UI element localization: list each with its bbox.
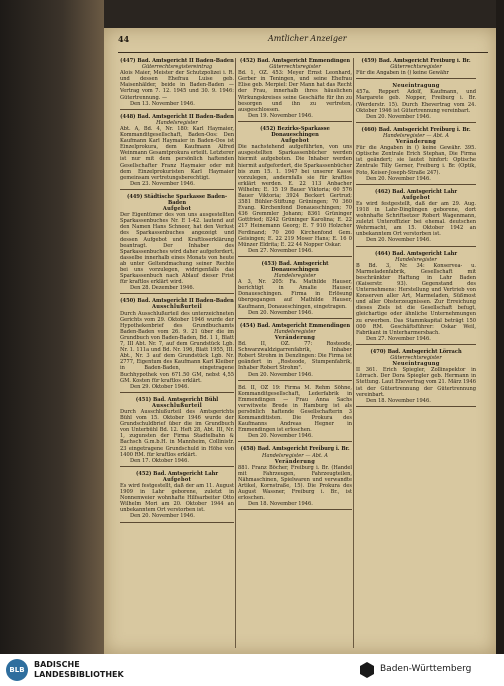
notice-heading: (453) Bad. Amtsgericht Donaueschingen: [261, 260, 329, 273]
library-name: [34, 660, 124, 680]
notice-separator: [356, 78, 476, 79]
notice-separator: [356, 406, 476, 407]
notice-register: Handelsregister: [274, 328, 316, 335]
notice-separator: [238, 318, 352, 319]
notice-heading: (462) Bad. Amtsgericht Lahr: [374, 188, 458, 195]
notice-entry: [120, 194, 234, 295]
notice-body: Für die Angaben in () keine Gewähr: [356, 70, 449, 77]
notice-body: Bd. II, OZ 19: Firma M. Rehm Söhne, Kommanditgesellschaft, Lederfabrik in Emmendingen — Frau Anna Sachs verwitwete Brede in Hamburg ist als persönlich haftende Gesellschafterin 3 Kommanditisten. Die Prokura des Kaufmanns Andreas Hegner in Emmendingen ist erloschen.: [238, 384, 352, 434]
notice-keyword: Veränderung: [395, 139, 437, 146]
notice-entry: [120, 397, 234, 467]
notice-separator: [356, 122, 476, 123]
header-rule: [118, 52, 488, 53]
notice-body: Für die Angaben in () keine Gewähr. 395. Optische Zentrale Erich Stephan, Die Firma ist geändert; sie lautet hinfort: Optische Zentrale Tilly Gerner, Freiburg i. Br. (Optik, Foto, Keiser-Joseph-Straße 247).: [356, 145, 476, 176]
notice-body: Es wird festgestellt, daß der am 11. August 1909 in Lahr geborene, zuletzt in Nonnenweier wohnhafte Hilfsarbeiter Otto Wilhelm Mori am 20. Oktober 1944 an unbekanntem Ort verstorben ist.: [120, 483, 234, 514]
notice-heading: (451) Bad. Amtsgericht Bühl: [135, 396, 219, 403]
notice-keyword: Aufgebot: [162, 206, 192, 213]
notice-register: Güterrechtsregister: [390, 64, 442, 71]
page-number: 44: [118, 34, 130, 44]
notice-heading: (459) Bad. Amtsgericht Freiburg i. Br.: [361, 58, 471, 64]
notice-date: Den 17. Oktober 1946.: [130, 457, 190, 464]
notice-body: Durch Ausschlußurteil des unterzeichneten Gerichts vom 29. Oktober 1946 wurde der Hypothekenbrief des Grundbuchamts Baden-Baden vom 26. 9. 21 über die im Grundbuch von Baden-Baden, Bd. 1 1, Blatt 7, III Abt. Nr. 7, auf dem Grundstück Lgb. Nr. 1. 111a und Bd. Nr. 196, Blatt 1955, III. Abt., Nr. 3 auf dem Grundstück Lgb. Nr. 2777, Eigentum des Kaufmann Karl Kleiber in Baden-Baden, eingetragene Buchhypothek von 671.50 GM, nebst 4,55 GM. Kosten für kraftlos erklärt.: [120, 310, 234, 384]
notice-date: Den 28. Dezember 1946.: [130, 285, 195, 292]
notice-body: II 361. Erich Spiegler, Zollinspektor in Lörrach. Der Dora Spiegler geb. Hermann in Stettung. Laut Ehevertrag vom 21. März 1946 ist der Gütertrennung der Gütertrennung vereinbart.: [356, 367, 476, 398]
notice-date: Den 20. November 1946.: [366, 113, 431, 120]
notice-separator: [238, 441, 352, 442]
library-name-line1: BADISCHE: [34, 660, 80, 669]
notice-date: Den 20. November 1946.: [366, 237, 431, 244]
notice-keyword: Aufgebot: [162, 476, 192, 483]
notice-body: Durch Ausschlußurteil des Amtsgerichts Bühl vom 15. Oktober 1946 wurde der Grundschuldbrief über die im Grundbuch von Unterbühl Bd. 12. Heft 28, Abt. III, Nr. 1, zugunsten der Firma Stadtelbahn & Bachsch G.m.b.H. in Mannheim, Collinistr. 23 eingetragene Grundschuld in Höhe von 1400 RM. für kraftlos erklärt.: [120, 408, 234, 458]
notice-entry: [238, 261, 352, 319]
notice-entry: [356, 251, 476, 345]
notice-register: Handelsregister — Abt. A: [383, 132, 449, 139]
column-3: [356, 58, 476, 648]
notice-entry: [356, 189, 476, 247]
notice-heading: (460) Bad. Amtsgericht Freiburg i. Br.: [361, 126, 471, 133]
notice-heading: (458) Bad. Amtsgericht Freiburg i. Br.: [240, 446, 350, 453]
notice-body: 881. Franz Böcher, Freiburg i. Br. (Handel mit Fahrzeugen, Fahrzeugteilen, Nähmaschinen, Spielwaren und verwandte Artikel, Kornstraße, 15). Die Prokura des August Wassner, Freiburg i. Br., ist erloschen.: [238, 464, 352, 502]
notice-heading: (454) Bad. Amtsgericht Emmendingen: [239, 322, 351, 329]
notice-date: Den 18. November 1946.: [248, 501, 313, 508]
notice-entry: [238, 385, 352, 443]
notice-entry: [238, 323, 352, 381]
notice-heading: (470) Bad. Amtsgericht Lörrach: [370, 348, 462, 355]
notice-separator: [120, 466, 234, 467]
notice-body: Alois Maier, Meister der Schutzpolizei i. R. und dessen Ehefrau Luise geb. Maisenhälder, beide in Baden-Baden — Vertrag vom 7. 12. 1945 und 30. 9. 1946: Gütertrennung. —: [120, 70, 234, 101]
notice-keyword: Aufgebot: [280, 138, 310, 145]
notice-entry: [238, 126, 352, 257]
notice-separator: [356, 246, 476, 247]
notice-separator: [356, 344, 476, 345]
notice-register: Handelsregister: [395, 256, 437, 263]
notice-date: Den 20. November 1946.: [248, 371, 313, 378]
notice-body: Bd. 1, OZ. 453: Meyer Ernst Leonhard, Gerber in Teningen, und seine Ehefrau Elise geb. Merpiel: Der Mann hat das Recht der Frau, innerhalb ihres häuslichen Wirkungskreises seine Geschäfte für ihn zu besorgen und ihn zu vertreten, ausgeschlossen.: [238, 70, 352, 113]
notice-entry: [356, 83, 476, 123]
notice-separator: [120, 293, 234, 294]
column-1: [120, 58, 234, 648]
notice-heading: (447) Bad. Amtsgericht II Baden-Baden: [120, 58, 234, 64]
notice-date: Den 20. November 1946.: [366, 175, 431, 182]
notice-register: Handelsregister: [156, 119, 198, 126]
footer-bar: [0, 654, 504, 686]
page-title: Amtlicher Anzeiger: [268, 34, 347, 43]
notice-register: Güterrechtsregistereintrag: [141, 64, 213, 71]
library-name-line2: LANDESBIBLIOTHEK: [34, 670, 124, 679]
notice-entry: [120, 58, 234, 110]
notice-keyword: Aufgebot: [401, 194, 431, 201]
notice-entry: [356, 349, 476, 407]
notice-entry: [356, 58, 476, 79]
state-name: Baden-Württemberg: [380, 664, 472, 674]
notice-heading: (452) Bad. Amtsgericht Lahr: [135, 470, 219, 477]
notice-register: Handelsregister: [274, 273, 316, 280]
notice-body: B Bd. 3, Nr. 34: Konservea- u. Marmeladenfabrik, Gesellschaft mit beschränkter Haftung in Lahr Baden (Kaiserstr. 93). Gegenstand des Unternehmens: Herstellung und Vertrieb von Konserven aller Art, Marmeladen, Süßmost und aller Obsterzeugnissen. Zur Erreichung dieses Ziels ist die Gesellschaft befugt, gleichartige oder ähnliche Unternehmungen zu erwerben. Das Stammkapital beträgt 150 000 RM. Geschäftsführer: Oskar Weil, Fabrikant in Unterharmersbach.: [356, 262, 476, 336]
notice-separator: [120, 392, 234, 393]
notice-keyword: Neueintragung: [392, 361, 440, 368]
state-coat-of-arms-icon: [360, 662, 374, 678]
notice-date: Den 27. November 1946.: [366, 335, 431, 342]
notice-body: A 3, Nr. 205: Fa. Mathilde Hauser, berichtigt in Amalie Hauser, Donaueschingen. Firma in Erlösung übergegangen auf Mathilde Hauser, Kaufmann, Donaueschingen, eingetragen.: [238, 279, 352, 310]
notice-entry: [120, 298, 234, 392]
notice-body: Abt. A, Bd. 4, Nr. 180: Karl Haymaier, Kommanditgesellschaft, Baden-Oos: Den Kaufmann Karl Haymaier in Baden-Oos ist Einzelprokura, dem Kaufmann Alfred Weinmann Gesamtprokura erteilt. Letzterer ist nur mit dem persönlich haftenden Gesellschafter Franz Haymaier oder mit dem Einzelprokuristen Karl Haymaier gemeinsam vertretungsberechtigt.: [120, 125, 234, 181]
notice-heading: (448) Bad. Amtsgericht II Baden-Baden: [120, 113, 234, 120]
column-divider: [235, 58, 236, 648]
notice-date: Den 18. November 1946.: [366, 397, 431, 404]
notice-separator: [356, 184, 476, 185]
notice-register: Güterrechtsregister: [269, 64, 321, 71]
notice-entry: [238, 58, 352, 122]
notice-separator: [238, 380, 352, 381]
notice-date: Den 13. November 1946.: [130, 100, 195, 107]
notice-heading: (452) Bad. Amtsgericht Emmendingen: [239, 58, 351, 64]
notice-body: Es wird festgestellt, daß der am 29. Aug. 1918 in Lahr-Dinglingen geborene, dort wohnhafte Schriftsetzer Robert Wagenmann, zuletzt Unteroffizier bei ehemal. deutschen Wehrmacht, am 15. Oktober 1942 an unbekanntem Ort verstorben ist.: [356, 200, 476, 238]
notice-entry: [238, 446, 352, 510]
notice-separator: [238, 509, 352, 510]
notice-date: Den 27. November 1946.: [248, 247, 313, 254]
notice-keyword: Ausschlußurteil: [151, 402, 203, 409]
notice-keyword: Ausschlußurteil: [151, 304, 203, 311]
notice-date: Den 20. November 1946.: [248, 309, 313, 316]
notice-heading: (450) Bad. Amtsgericht II Baden-Baden: [120, 298, 234, 305]
notice-date: Den 23. November 1946.: [130, 180, 195, 187]
notice-separator: [120, 522, 234, 523]
notice-separator: [120, 109, 234, 110]
notice-keyword: Veränderung: [274, 458, 316, 465]
blb-logo-icon: BLB: [6, 659, 28, 681]
page-edge: [496, 0, 504, 686]
notice-body: Bd. II, OZ. 77: Rosteode, Schwarzwaldzigarrenfabrik, Inhaber Robert Strohm in Denzlingen: Die Firma ist geändert in „Rosteode, Stumpenfabrik, Inhaber Robert Strohm".: [238, 341, 352, 372]
column-divider: [353, 58, 354, 648]
notice-separator: [238, 121, 352, 122]
notice-body: 457a. Reppert Adolf, Kaufmann, und Margarete geb. Nopper, Freiburg i. Br. (Werderstr. 15). Durch Ehevertrag vom 24. Oktober 1946 ist Gütertrennung vereinbart.: [356, 89, 476, 114]
notice-keyword: Neueintragung: [392, 83, 440, 90]
notice-heading: (464) Bad. Amtsgericht Lahr: [374, 250, 458, 257]
page-header: [118, 34, 478, 48]
notice-body: Die nachstehend aufgeführten, von uns ausgestellten Sparkassenbücher werden hiermit aufgeboten. Die Inhaber werden hiermit aufgefordert, die Sparkassenbücher bis zum 15. 1. 1947 bei unserer Kasse vorzulegen, andernfalls sie für kraftlos erklärt werden. E. 22 113 Anbacher Wilhelm; E. 15 19 Bauer Viktoria; 60 576 Bauer Viktoria; 3924 Beckert Gertrud; 3581 Bühler-Stiftung Grüningen; 70 360 Evang. Kirchenfond Donaueschingen; 70 436 Gremmler Johann; 8361 Grüninger Gottfried; 8242 Grüninger Karolina; E. 22 217 Heinemann Georg; E. 7 910 Holzcher Ferdinand; 70 260 Kirchenfond Gem. Geisingen; E. 22 219 Moser Hans; E. 16 0 Münzer Eldrita; E. 22 44 Nopper Oskar.: [238, 144, 352, 248]
notice-register: Handelsregister — Abt. A: [262, 452, 328, 459]
notice-keyword: Veränderung: [274, 334, 316, 341]
column-2: [238, 58, 352, 648]
notice-separator: [120, 189, 234, 190]
notice-date: Den 19. November 1946.: [248, 112, 313, 119]
notice-date: Den 20. November 1946.: [130, 513, 195, 520]
book-spine: [0, 0, 104, 686]
notice-entry: [356, 127, 476, 185]
notice-register: Güterrechtsregister: [390, 355, 442, 362]
notice-date: Den 20. November 1946.: [248, 433, 313, 440]
notice-heading: (449) Städtische Sparkasse Baden-Baden: [126, 193, 228, 206]
notice-body: Der Eigentümer des von uns ausgestellten Sparkassenbuches Nr. E 1-42. lautend auf den Namen Hans Schneer, hat den Verlust des Sparkassenbuches angezeigt und dessen Aufgebot und Kraftloserklärung beantragt. Der Inhaber des Sparkassenbuches wird daher aufgefordert, dasselbe innerhalb eines Monats von heute ab unter Geltendmachung seiner Rechte bei uns vorzulegen, widrigenfalls das Sparkassenbuch nach Ablauf dieser Frist für kraftlos erklärt wird.: [120, 212, 234, 286]
notice-entry: [120, 471, 234, 523]
notice-date: Den 29. Oktober 1946.: [130, 383, 190, 390]
notice-heading: (452) Bezirks-Sparkasse Donaueschingen: [260, 125, 330, 139]
notice-separator: [238, 256, 352, 257]
notice-entry: [120, 114, 234, 190]
